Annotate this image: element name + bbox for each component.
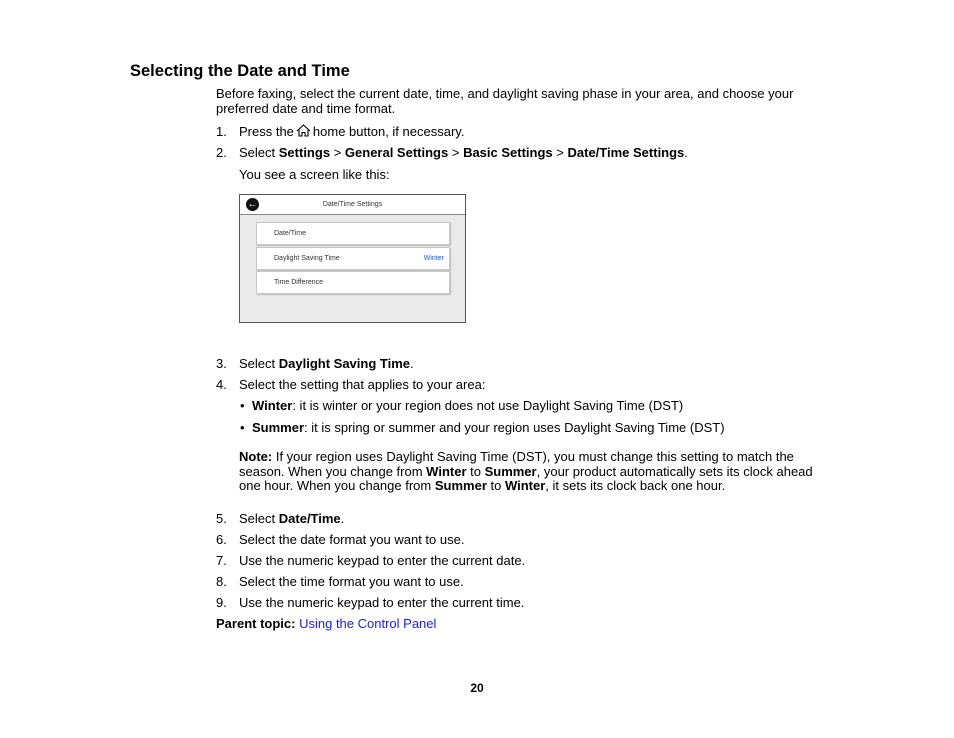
step-1-text: Press the home button, if necessary. [239,124,465,139]
screen-row-daylight-saving[interactable] [256,247,450,270]
parent-topic-link[interactable]: Using the Control Panel [299,616,437,631]
screen-title: Date/Time Settings [322,201,383,208]
step-9-number: 9. [216,595,227,610]
step-1-number: 1. [216,124,227,139]
step-4-text: Select the setting that applies to your area: [239,377,486,392]
step-2-text: Select Settings > General Settings > Basic Settings > Date/Time Settings. [239,145,688,160]
screen-caption: You see a screen like this: [239,167,390,182]
step-6-number: 6. [216,532,227,547]
step-9-text: Use the numeric keypad to enter the current time. [239,595,525,610]
screen-row-value: Winter [423,255,444,262]
note-paragraph: Note: If your region uses Daylight Saving Time (DST), you must change this setting to match the season. When you change from Winter to Summer, your product automatically sets its clock ahead one hour. When you change from Summer to Winter, it sets its clock back one hour. [239,449,813,493]
bullet-winter: Winter: it is winter or your region does not use Daylight Saving Time (DST) [252,398,684,413]
parent-topic-label: Parent topic: [216,616,296,631]
step-5-text: Select Date/Time. [239,511,345,526]
screen-row-time-difference[interactable] [256,271,450,294]
step-3-number: 3. [216,356,227,371]
step-7-text: Use the numeric keypad to enter the current date. [239,553,526,568]
parent-topic [216,616,436,631]
intro-paragraph: Before faxing, select the current date, time, and daylight saving phase in your area, and choose your preferred date and time format. [216,86,794,116]
step-8-number: 8. [216,574,227,589]
step-4-number: 4. [216,377,227,392]
screen-row-label: Date/Time [274,230,307,237]
screen-row-label: Daylight Saving Time [274,255,340,262]
control-panel-screen [239,194,466,323]
back-arrow-icon[interactable]: ← [247,199,258,210]
bullet-summer: Summer: it is spring or summer and your region uses Daylight Saving Time (DST) [252,420,725,435]
step-3-text: Select Daylight Saving Time. [239,356,414,371]
step-5-number: 5. [216,511,227,526]
step-7-number: 7. [216,553,227,568]
step-2-number: 2. [216,145,227,160]
step-8-text: Select the time format you want to use. [239,574,464,589]
screen-title-bar [240,195,465,215]
step-6-text: Select the date format you want to use. [239,532,465,547]
screen-row-date-time[interactable] [256,222,450,245]
bullet-winter-mark: • [240,398,245,413]
bullet-summer-mark: • [240,420,245,435]
screen-row-label: Time Difference [274,279,324,286]
page-number: 20 [470,681,484,695]
section-heading: Selecting the Date and Time [130,62,350,80]
home-icon [296,124,311,137]
